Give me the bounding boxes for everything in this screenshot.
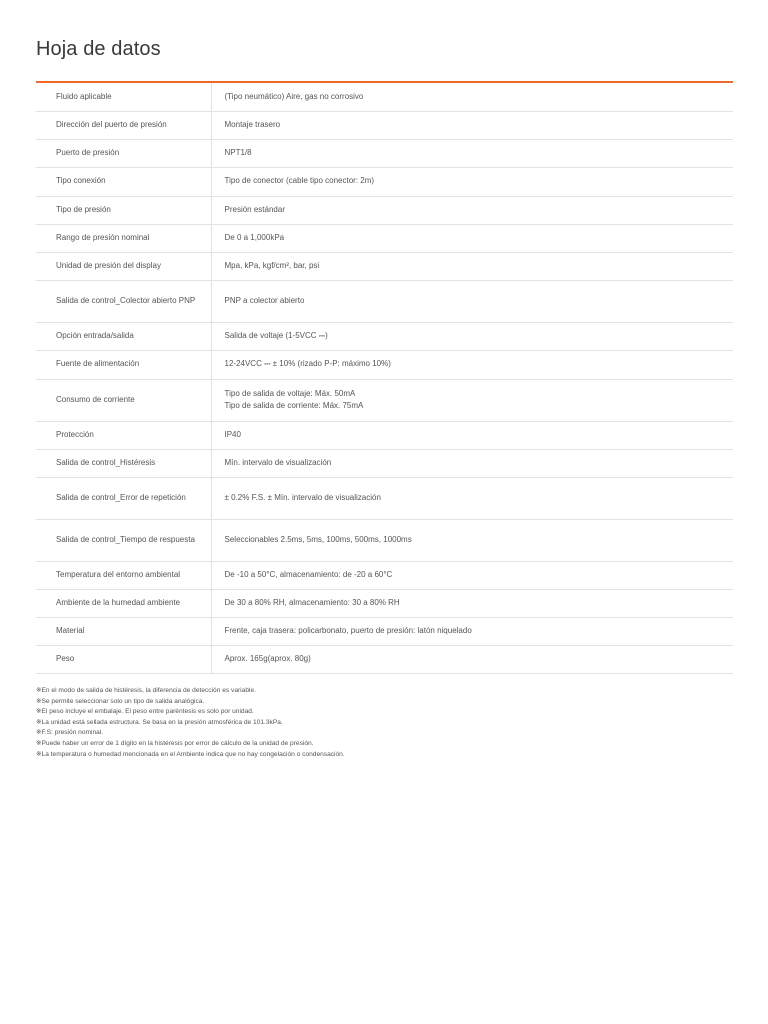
spec-value-line: Tipo de salida de corriente: Máx. 75mA — [224, 401, 364, 410]
spec-label: Fuente de alimentación — [36, 350, 211, 379]
spec-label: Tipo conexión — [36, 167, 211, 196]
table-row — [36, 224, 733, 252]
spec-label: Consumo de corriente — [36, 379, 211, 421]
table-row — [36, 139, 733, 167]
spec-value: Mpa, kPa, kgf/cm², bar, psi — [211, 252, 733, 280]
table-row — [36, 617, 733, 645]
footnote: ※Puede haber un error de 1 dígito en la histéresis por error de cálculo de la unidad de presión. — [36, 739, 314, 747]
spec-value: Seleccionables 2.5ms, 5ms, 100ms, 500ms, 1000ms — [211, 519, 733, 561]
table-row — [36, 561, 733, 589]
spec-value: IP40 — [211, 421, 733, 449]
spec-value: NPT1/8 — [211, 139, 733, 167]
table-row — [36, 280, 733, 322]
table-row — [36, 449, 733, 477]
footnote: ※El peso incluye el embalaje. El peso entre paréntesis es solo por unidad. — [36, 708, 254, 716]
table-row — [36, 252, 733, 280]
spec-value: Presión estándar — [211, 196, 733, 224]
spec-value: (Tipo neumático) Aire, gas no corrosivo — [211, 83, 733, 111]
table-row — [36, 519, 733, 561]
spec-value: De 30 a 80% RH, almacenamiento: 30 a 80% RH — [211, 589, 733, 617]
spec-value: Aprox. 165g(aprox. 80g) — [211, 645, 733, 673]
spec-label: Salida de control_Histéresis — [36, 449, 211, 477]
table-row — [36, 477, 733, 519]
spec-label: Dirección del puerto de presión — [36, 111, 211, 139]
table-row — [36, 83, 733, 111]
spec-label: Fluido aplicable — [36, 83, 211, 111]
spec-value: PNP a colector abierto — [211, 280, 733, 322]
spec-value: Tipo de conector (cable tipo conector: 2m) — [211, 167, 733, 196]
spec-value: De -10 a 50°C, almacenamiento: de -20 a 60°C — [211, 561, 733, 589]
footnote: ※Se permite seleccionar solo un tipo de salida analógica. — [36, 697, 205, 705]
table-row — [36, 167, 733, 196]
table-row — [36, 322, 733, 350]
table-row — [36, 196, 733, 224]
spec-label: Opción entrada/salida — [36, 322, 211, 350]
spec-label: Salida de control_Tiempo de respuesta — [36, 519, 211, 561]
spec-table — [36, 83, 733, 674]
spec-label: Protección — [36, 421, 211, 449]
spec-value: 12-24VCC ⎓ ± 10% (rizado P-P: máximo 10%) — [211, 350, 733, 379]
table-row — [36, 111, 733, 139]
spec-label: Puerto de presión — [36, 139, 211, 167]
footnotes — [36, 686, 733, 760]
spec-value: Montaje trasero — [211, 111, 733, 139]
spec-label: Tipo de presión — [36, 196, 211, 224]
spec-value: Mín. intervalo de visualización — [211, 449, 733, 477]
spec-label: Unidad de presión del display — [36, 252, 211, 280]
spec-value-line: Tipo de salida de voltaje: Máx. 50mA — [224, 388, 356, 398]
footnote: ※La unidad está sellada estructura. Se basa en la presión atmosférica de 101.3kPa. — [36, 718, 283, 726]
footnote: ※La temperatura o humedad mencionada en el Ambiente indica que no hay congelación o condensación. — [36, 750, 345, 758]
spec-value: Frente, caja trasera: policarbonato, puerto de presión: latón niquelado — [211, 617, 733, 645]
table-row — [36, 421, 733, 449]
spec-label: Peso — [36, 645, 211, 673]
footnote: ※F.S: presión nominal. — [36, 729, 104, 737]
table-row — [36, 589, 733, 617]
spec-label: Rango de presión nominal — [36, 224, 211, 252]
footnote: ※En el modo de salida de histéresis, la diferencia de detección es variable. — [36, 687, 256, 694]
spec-label: Ambiente de la humedad ambiente — [36, 589, 211, 617]
page-title: Hoja de datos — [36, 38, 161, 60]
spec-value: De 0 a 1,000kPa — [211, 224, 733, 252]
spec-value: ± 0.2% F.S. ± Mín. intervalo de visualización — [211, 477, 733, 519]
spec-label: Salida de control_Colector abierto PNP — [36, 280, 211, 322]
spec-label: Salida de control_Error de repetición — [36, 477, 211, 519]
spec-value — [211, 379, 733, 421]
spec-label: Material — [36, 617, 211, 645]
spec-value: Salida de voltaje (1-5VCC ⎓) — [211, 322, 733, 350]
spec-label: Temperatura del entorno ambiental — [36, 561, 211, 589]
table-row — [36, 379, 733, 421]
table-row — [36, 645, 733, 673]
table-row — [36, 350, 733, 379]
